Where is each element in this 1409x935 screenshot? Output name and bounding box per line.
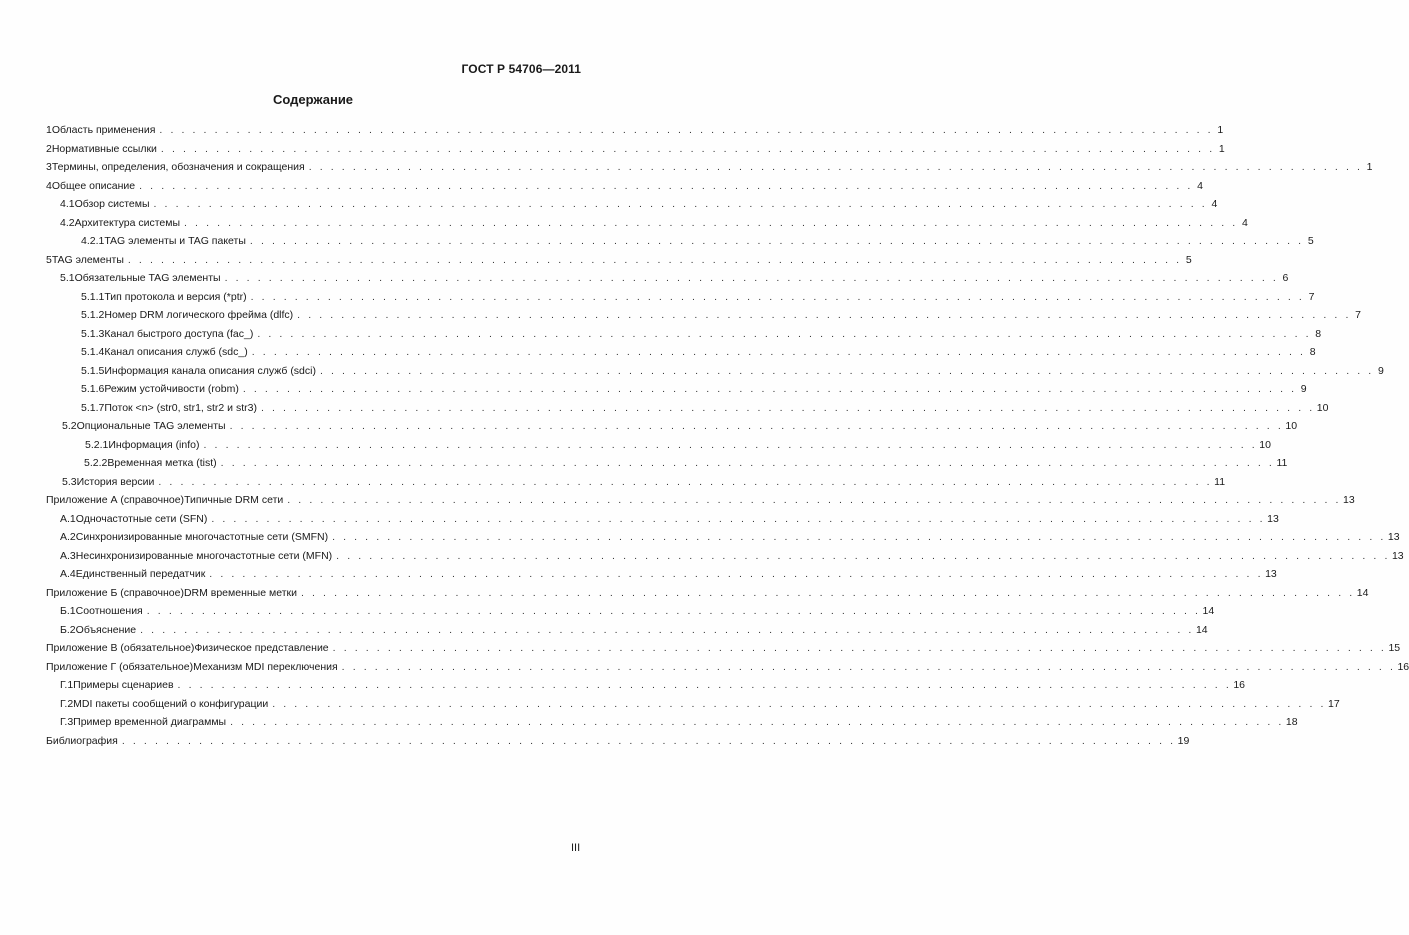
toc-number: Б.2 xyxy=(60,623,76,636)
toc-page-number: 13 xyxy=(1391,549,1404,562)
toc-entry[interactable] xyxy=(46,399,1329,418)
toc-label: Несинхронизированные многочастотные сети (MFN) xyxy=(75,549,333,562)
toc-entry[interactable] xyxy=(46,510,1279,529)
toc-page-number: 13 xyxy=(1343,494,1355,506)
toc-leader: . . . . . . . . . . . . . . . . . . . . . . . . . . . . . . . . . . . . . . . . . . . . . . . . . . . . . . . . . . . . . . . . . . . . . . . . . . . . . . . . . . . . . . . . . . . . . . . . xyxy=(139,179,1193,192)
toc-number: 5.1.2 xyxy=(81,309,105,321)
toc-leader: . . . . . . . . . . . . . . . . . . . . . . . . . . . . . . . . . . . . . . . . . . . . . . . . . . . . . . . . . . . . . . . . . . . . . . . . . . . . . . . . . . . . . . . . . . . . . . . . xyxy=(203,438,1258,451)
toc-label: Опциональные TAG элементы xyxy=(76,420,226,432)
toc-leader: . . . . . . . . . . . . . . . . . . . . . . . . . . . . . . . . . . . . . . . . . . . . . . . . . . . . . . . . . . . . . . . . . . . . . . . . . . . . . . . . . . . . . . . . . . . . . . . . xyxy=(230,716,1284,728)
toc-entry[interactable] xyxy=(46,288,1315,307)
toc-entry[interactable] xyxy=(46,528,1400,547)
toc-label: Механизм MDI переключения xyxy=(193,660,338,673)
toc-leader: . . . . . . . . . . . . . . . . . . . . . . . . . . . . . . . . . . . . . . . . . . . . . . . . . . . . . . . . . . . . . . . . . . . . . . . . . . . . . . . . . . . . . . . . . . . . . . . . xyxy=(319,364,1374,377)
toc-number: 5.1.1 xyxy=(81,290,105,303)
toc-label: Общее описание xyxy=(51,179,136,192)
toc-page-number: 5 xyxy=(1307,235,1314,247)
toc-leader: . . . . . . . . . . . . . . . . . . . . . . . . . . . . . . . . . . . . . . . . . . . . . . . . . . . . . . . . . . . . . . . . . . . . . . . . . . . . . . . . . . . . . . . . . . . . . . . . xyxy=(287,494,1342,506)
toc-number: Приложение Г (обязательное) xyxy=(46,660,194,673)
toc-entry[interactable] xyxy=(46,343,1316,362)
toc-entry[interactable] xyxy=(46,177,1203,196)
toc-page-number: 5 xyxy=(1185,253,1192,266)
toc-number: 1 xyxy=(46,124,52,136)
toc-label: Поток <n> (str0, str1, str2 и str3) xyxy=(104,401,257,414)
toc-page-number: 16 xyxy=(1233,679,1246,691)
toc-number: 5.2.1 xyxy=(85,438,109,451)
toc-number: 5.2 xyxy=(62,420,77,432)
toc-entry[interactable] xyxy=(46,584,1369,603)
toc-number: 5.1 xyxy=(60,272,75,284)
toc-leader: . . . . . . . . . . . . . . . . . . . . . . . . . . . . . . . . . . . . . . . . . . . . . . . . . . . . . . . . . . . . . . . . . . . . . . . . . . . . . . . . . . . . . . . . . . . . . . . . xyxy=(332,531,1386,543)
toc-number: 5.1.7 xyxy=(81,401,105,414)
toc-page-number: 9 xyxy=(1300,383,1307,395)
toc-number: Приложение Б (справочное) xyxy=(46,586,184,599)
toc-label: Физическое представление xyxy=(194,642,329,654)
toc-label: Типичные DRM сети xyxy=(184,494,284,506)
toc-leader: . . . . . . . . . . . . . . . . . . . . . . . . . . . . . . . . . . . . . . . . . . . . . . . . . . . . . . . . . . . . . . . . . . . . . . . . . . . . . . . . . . . . . . . . . . . . . . . . xyxy=(336,549,1390,562)
toc-entry[interactable] xyxy=(46,325,1322,344)
toc-entry[interactable] xyxy=(46,565,1277,584)
toc-label: Одночастотные сети (SFN) xyxy=(75,512,208,525)
toc-label: Объяснение xyxy=(75,623,137,636)
toc-label: Архитектура системы xyxy=(74,216,181,229)
toc-leader: . . . . . . . . . . . . . . . . . . . . . . . . . . . . . . . . . . . . . . . . . . . . . . . . . . . . . . . . . . . . . . . . . . . . . . . . . . . . . . . . . . . . . . . . . . . . . . . . xyxy=(159,124,1214,136)
toc-page-number: 13 xyxy=(1265,568,1277,580)
toc-number: 4 xyxy=(46,179,52,192)
toc-entry[interactable] xyxy=(46,362,1384,381)
toc-page-number: 13 xyxy=(1387,531,1400,543)
toc-page-number: 10 xyxy=(1316,401,1329,414)
toc-entry[interactable] xyxy=(46,269,1289,288)
toc-label: Информация канала описания служб (sdci) xyxy=(104,364,316,377)
toc-leader: . . . . . . . . . . . . . . . . . . . . . . . . . . . . . . . . . . . . . . . . . . . . . . . . . . . . . . . . . . . . . . . . . . . . . . . . . . . . . . . . . . . . . . . . . . . . . . . . xyxy=(249,235,1304,247)
toc-number: 5.1.3 xyxy=(81,327,105,340)
toc-leader: . . . . . . . . . . . . . . . . . . . . . . . . . . . . . . . . . . . . . . . . . . . . . . . . . . . . . . . . . . . . . . . . . . . . . . . . . . . . . . . . . . . . . . . . . . . . . . . . xyxy=(272,697,1326,710)
toc-leader: . . . . . . . . . . . . . . . . . . . . . . . . . . . . . . . . . . . . . . . . . . . . . . . . . . . . . . . . . . . . . . . . . . . . . . . . . . . . . . . . . . . . . . . . . . . . . . . . xyxy=(211,512,1266,525)
toc-number: А.1 xyxy=(60,512,76,525)
toc-number: 5.1.6 xyxy=(81,383,105,395)
toc-page-number: 4 xyxy=(1241,216,1248,229)
toc-leader: . . . . . . . . . . . . . . . . . . . . . . . . . . . . . . . . . . . . . . . . . . . . . . . . . . . . . . . . . . . . . . . . . . . . . . . . . . . . . . . . . . . . . . . . . . . . . . . . xyxy=(146,605,1201,617)
toc-entry[interactable] xyxy=(46,732,1190,751)
toc-number: А.3 xyxy=(60,549,76,562)
toc-page-number: 14 xyxy=(1195,623,1208,636)
toc-leader: . . . . . . . . . . . . . . . . . . . . . . . . . . . . . . . . . . . . . . . . . . . . . . . . . . . . . . . . . . . . . . . . . . . . . . . . . . . . . . . . . . . . . . . . . . . . . . . . xyxy=(251,346,1306,358)
toc-page-number: 16 xyxy=(1397,660,1409,673)
toc-label: Тип протокола и версия (*ptr) xyxy=(104,290,247,303)
toc-label: Канал описания служб (sdc_) xyxy=(104,346,248,358)
toc-entry[interactable] xyxy=(46,676,1246,695)
toc-number: 5.1.4 xyxy=(81,346,105,358)
toc-label: Пример временной диаграммы xyxy=(73,716,227,728)
toc-number: Б.1 xyxy=(60,605,76,617)
toc-leader: . . . . . . . . . . . . . . . . . . . . . . . . . . . . . . . . . . . . . . . . . . . . . . . . . . . . . . . . . . . . . . . . . . . . . . . . . . . . . . . . . . . . . . . . . . . . . . . . xyxy=(160,142,1215,155)
toc-leader: . . . . . . . . . . . . . . . . . . . . . . . . . . . . . . . . . . . . . . . . . . . . . . . . . . . . . . . . . . . . . . . . . . . . . . . . . . . . . . . . . . . . . . . . . . . . . . . . xyxy=(229,420,1284,432)
toc-page-number: 19 xyxy=(1177,734,1190,747)
toc-label: MDI пакеты сообщений о конфигурации xyxy=(73,697,269,710)
toc-number: А.4 xyxy=(60,568,76,580)
toc-label: Канал быстрого доступа (fac_) xyxy=(104,327,254,340)
toc-entry[interactable] xyxy=(46,214,1248,233)
toc-page-number: 14 xyxy=(1202,605,1215,617)
toc-leader: . . . . . . . . . . . . . . . . . . . . . . . . . . . . . . . . . . . . . . . . . . . . . . . . . . . . . . . . . . . . . . . . . . . . . . . . . . . . . . . . . . . . . . . . . . . . . . . . xyxy=(341,660,1396,673)
toc-label: Примеры сценариев xyxy=(73,679,174,691)
toc-number: 2 xyxy=(46,142,52,155)
toc-number: 4.2 xyxy=(60,216,75,229)
toc-entry[interactable] xyxy=(46,547,1404,566)
toc-entry[interactable] xyxy=(46,602,1215,621)
toc-page-number: 10 xyxy=(1259,438,1271,451)
page-title: Содержание xyxy=(272,92,354,107)
toc-number: 5.3 xyxy=(62,475,77,488)
toc-label: DRM временные метки xyxy=(183,586,297,599)
toc-entry[interactable] xyxy=(46,140,1225,159)
toc-label: Область применения xyxy=(51,124,156,136)
toc-leader: . . . . . . . . . . . . . . . . . . . . . . . . . . . . . . . . . . . . . . . . . . . . . . . . . . . . . . . . . . . . . . . . . . . . . . . . . . . . . . . . . . . . . . . . . . . . . . . . xyxy=(121,734,1176,747)
toc-number: 5.1.5 xyxy=(81,364,105,377)
toc-label: Номер DRM логического фрейма (dlfc) xyxy=(104,309,294,321)
toc-entry[interactable] xyxy=(46,417,1298,436)
toc-leader: . . . . . . . . . . . . . . . . . . . . . . . . . . . . . . . . . . . . . . . . . . . . . . . . . . . . . . . . . . . . . . . . . . . . . . . . . . . . . . . . . . . . . . . . . . . . . . . . xyxy=(250,290,1305,303)
toc-page-number: 17 xyxy=(1328,697,1340,710)
toc-number: А.2 xyxy=(60,531,76,543)
toc-number: 4.1 xyxy=(60,198,75,210)
toc-leader: . . . . . . . . . . . . . . . . . . . . . . . . . . . . . . . . . . . . . . . . . . . . . . . . . . . . . . . . . . . . . . . . . . . . . . . . . . . . . . . . . . . . . . . . . . . . . . . . xyxy=(332,642,1387,654)
toc-page-number: 1 xyxy=(1366,161,1373,173)
toc-page-number: 6 xyxy=(1282,272,1289,284)
toc-page-number: 4 xyxy=(1197,179,1203,192)
toc-leader: . . . . . . . . . . . . . . . . . . . . . . . . . . . . . . . . . . . . . . . . . . . . . . . . . . . . . . . . . . . . . . . . . . . . . . . . . . . . . . . . . . . . . . . . . . . . . . . . xyxy=(220,457,1275,469)
toc-number: 3 xyxy=(46,161,52,173)
toc-number: 5.2.2 xyxy=(84,457,108,469)
toc-entry[interactable] xyxy=(46,473,1226,492)
toc-leader: . . . . . . . . . . . . . . . . . . . . . . . . . . . . . . . . . . . . . . . . . . . . . . . . . . . . . . . . . . . . . . . . . . . . . . . . . . . . . . . . . . . . . . . . . . . . . . . . xyxy=(257,327,1312,340)
toc-number: Г.2 xyxy=(60,697,74,710)
toc-entry[interactable] xyxy=(46,380,1307,399)
toc-entry[interactable] xyxy=(46,639,1401,658)
table-of-contents xyxy=(46,121,1409,750)
toc-leader: . . . . . . . . . . . . . . . . . . . . . . . . . . . . . . . . . . . . . . . . . . . . . . . . . . . . . . . . . . . . . . . . . . . . . . . . . . . . . . . . . . . . . . . . . . . . . . . . xyxy=(177,679,1232,691)
toc-leader: . . . . . . . . . . . . . . . . . . . . . . . . . . . . . . . . . . . . . . . . . . . . . . . . . . . . . . . . . . . . . . . . . . . . . . . . . . . . . . . . . . . . . . . . . . . . . . . . xyxy=(242,383,1297,395)
toc-label: Синхронизированные многочастотные сети (SMFN) xyxy=(75,531,329,543)
toc-entry[interactable] xyxy=(46,436,1271,455)
toc-leader: . . . . . . . . . . . . . . . . . . . . . . . . . . . . . . . . . . . . . . . . . . . . . . . . . . . . . . . . . . . . . . . . . . . . . . . . . . . . . . . . . . . . . . . . . . . . . . . . xyxy=(308,161,1363,173)
toc-leader: . . . . . . . . . . . . . . . . . . . . . . . . . . . . . . . . . . . . . . . . . . . . . . . . . . . . . . . . . . . . . . . . . . . . . . . . . . . . . . . . . . . . . . . . . . . . . . . . xyxy=(209,568,1264,580)
toc-number: 5 xyxy=(46,253,52,266)
toc-label: Временная метка (tist) xyxy=(107,457,217,469)
toc-entry[interactable] xyxy=(46,658,1409,677)
toc-leader: . . . . . . . . . . . . . . . . . . . . . . . . . . . . . . . . . . . . . . . . . . . . . . . . . . . . . . . . . . . . . . . . . . . . . . . . . . . . . . . . . . . . . . . . . . . . . . . . xyxy=(184,216,1238,229)
toc-leader: . . . . . . . . . . . . . . . . . . . . . . . . . . . . . . . . . . . . . . . . . . . . . . . . . . . . . . . . . . . . . . . . . . . . . . . . . . . . . . . . . . . . . . . . . . . . . . . . xyxy=(153,198,1208,210)
toc-page-number: 8 xyxy=(1309,346,1316,358)
toc-page-number: 1 xyxy=(1217,124,1224,136)
standard-header: ГОСТ Р 54706—2011 xyxy=(461,62,581,76)
toc-number: Г.3 xyxy=(60,716,74,728)
toc-label: Обязательные TAG элементы xyxy=(74,272,221,284)
toc-label: Термины, определения, обозначения и сокращения xyxy=(51,161,305,173)
toc-page-number: 15 xyxy=(1388,642,1401,654)
toc-label: Библиография xyxy=(46,734,118,747)
toc-label: TAG элементы и TAG пакеты xyxy=(104,235,246,247)
toc-number: Приложение В (обязательное) xyxy=(46,642,195,654)
toc-number: 4.2.1 xyxy=(81,235,105,247)
toc-page-number: 1 xyxy=(1218,142,1225,155)
toc-entry[interactable] xyxy=(46,454,1288,473)
toc-leader: . . . . . . . . . . . . . . . . . . . . . . . . . . . . . . . . . . . . . . . . . . . . . . . . . . . . . . . . . . . . . . . . . . . . . . . . . . . . . . . . . . . . . . . . . . . . . . . . xyxy=(158,475,1213,488)
toc-entry[interactable] xyxy=(46,621,1208,640)
toc-entry[interactable] xyxy=(46,306,1361,325)
toc-label: Обзор системы xyxy=(74,198,150,210)
toc-leader: . . . . . . . . . . . . . . . . . . . . . . . . . . . . . . . . . . . . . . . . . . . . . . . . . . . . . . . . . . . . . . . . . . . . . . . . . . . . . . . . . . . . . . . . . . . . . . . . xyxy=(140,623,1194,636)
toc-label: TAG элементы xyxy=(51,253,124,266)
toc-entry[interactable] xyxy=(46,251,1192,270)
toc-entry[interactable] xyxy=(46,232,1314,251)
toc-page-number: 8 xyxy=(1315,327,1322,340)
toc-entry[interactable] xyxy=(46,158,1373,177)
toc-label: Соотношения xyxy=(75,605,143,617)
toc-leader: . . . . . . . . . . . . . . . . . . . . . . . . . . . . . . . . . . . . . . . . . . . . . . . . . . . . . . . . . . . . . . . . . . . . . . . . . . . . . . . . . . . . . . . . . . . . . . . . xyxy=(260,401,1315,414)
toc-leader: . . . . . . . . . . . . . . . . . . . . . . . . . . . . . . . . . . . . . . . . . . . . . . . . . . . . . . . . . . . . . . . . . . . . . . . . . . . . . . . . . . . . . . . . . . . . . . . . xyxy=(297,309,1351,321)
toc-label: Нормативные ссылки xyxy=(51,142,157,155)
toc-entry[interactable] xyxy=(46,195,1218,214)
toc-leader: . . . . . . . . . . . . . . . . . . . . . . . . . . . . . . . . . . . . . . . . . . . . . . . . . . . . . . . . . . . . . . . . . . . . . . . . . . . . . . . . . . . . . . . . . . . . . . . . xyxy=(224,272,1279,284)
toc-page-number: 7 xyxy=(1308,290,1315,303)
toc-page-number: 18 xyxy=(1285,716,1298,728)
toc-label: Информация (info) xyxy=(108,438,200,451)
toc-label: Режим устойчивости (robm) xyxy=(104,383,239,395)
toc-page-number: 14 xyxy=(1356,586,1369,599)
toc-page-number: 10 xyxy=(1285,420,1298,432)
page-number-roman: III xyxy=(571,842,581,854)
toc-page-number: 11 xyxy=(1276,457,1288,469)
toc-number: Приложение А (справочное) xyxy=(46,494,185,506)
toc-label: История версии xyxy=(76,475,155,488)
toc-page-number: 9 xyxy=(1377,364,1384,377)
toc-page-number: 13 xyxy=(1267,512,1279,525)
toc-number: Г.1 xyxy=(60,679,74,691)
toc-entry[interactable] xyxy=(46,491,1355,510)
toc-leader: . . . . . . . . . . . . . . . . . . . . . . . . . . . . . . . . . . . . . . . . . . . . . . . . . . . . . . . . . . . . . . . . . . . . . . . . . . . . . . . . . . . . . . . . . . . . . . . . xyxy=(300,586,1355,599)
toc-page-number: 4 xyxy=(1211,198,1218,210)
toc-entry[interactable] xyxy=(46,121,1224,140)
toc-page-number: 7 xyxy=(1355,309,1361,321)
toc-label: Единственный передатчик xyxy=(75,568,206,580)
toc-entry[interactable] xyxy=(46,713,1298,732)
toc-leader: . . . . . . . . . . . . . . . . . . . . . . . . . . . . . . . . . . . . . . . . . . . . . . . . . . . . . . . . . . . . . . . . . . . . . . . . . . . . . . . . . . . . . . . . . . . . . . . . xyxy=(127,253,1182,266)
toc-page-number: 11 xyxy=(1214,475,1226,488)
toc-entry[interactable] xyxy=(46,695,1340,714)
